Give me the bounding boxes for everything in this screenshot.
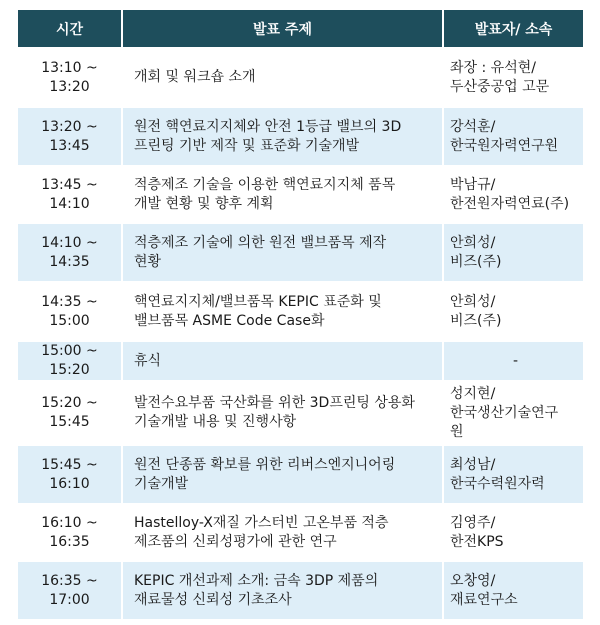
- schedule-row: [18, 341, 583, 381]
- end-time: 13:20: [49, 78, 90, 95]
- header-row: [18, 10, 583, 48]
- end-time: 16:10: [49, 475, 90, 492]
- topic-line: 기술개발 내용 및 진행사항: [134, 414, 297, 430]
- topic-cell: [122, 48, 443, 107]
- speaker-affiliation: 비즈(주): [450, 253, 502, 270]
- topic-line: Hastelloy-X재질 가스터빈 고온부품 적층: [134, 514, 389, 531]
- speaker-affiliation: 한전KPS: [450, 533, 504, 550]
- topic-line: 현황: [134, 253, 162, 270]
- start-time: 14:10 ~: [41, 234, 98, 251]
- schedule-row: [18, 445, 583, 504]
- topic-line: 프린팅 기반 제작 및 표준화 기술개발: [134, 137, 360, 154]
- start-time: 13:20 ~: [41, 118, 98, 135]
- speaker-affiliation: 비즈(주): [450, 312, 502, 329]
- schedule-row: [18, 107, 583, 166]
- end-time: 17:00: [49, 591, 90, 608]
- topic-line: KEPIC 개선과제 소개: 금속 3DP 제품의: [134, 572, 379, 589]
- topic-line: 개회 및 워크숍 소개: [134, 69, 256, 85]
- header-topic: 발표 주제: [122, 10, 443, 48]
- topic-line: 원전 단종품 확보를 위한 리버스엔지니어링: [134, 456, 396, 473]
- topic-line: 원전 핵연료지지체와 안전 1등급 밸브의 3D: [134, 118, 402, 135]
- schedule-row: [18, 504, 583, 561]
- start-time: 15:00 ~: [41, 343, 98, 359]
- time-cell: [18, 223, 122, 282]
- end-time: 14:10: [49, 195, 90, 212]
- speaker-name: 좌장 : 유석현/: [450, 59, 536, 76]
- start-time: 15:20 ~: [41, 395, 98, 411]
- end-time: 13:45: [49, 137, 90, 154]
- start-time: 16:35 ~: [41, 572, 98, 589]
- speaker-name: 안희성/: [450, 234, 496, 251]
- schedule-row: [18, 223, 583, 282]
- end-time: 14:35: [49, 253, 90, 270]
- start-time: 13:10 ~: [41, 59, 98, 76]
- topic-cell: [122, 341, 443, 381]
- speaker-name: 성지현/: [450, 385, 496, 402]
- topic-line: 제조품의 신뢰성평가에 관한 연구: [134, 533, 337, 550]
- time-cell: [18, 561, 122, 619]
- start-time: 14:35 ~: [41, 293, 98, 310]
- topic-cell: [122, 381, 443, 445]
- time-cell: [18, 48, 122, 107]
- speaker-name: 최성남/: [450, 456, 496, 473]
- start-time: 13:45 ~: [41, 176, 98, 193]
- speaker-cell: [443, 341, 583, 381]
- speaker-cell: [443, 48, 583, 107]
- schedule-row: [18, 381, 583, 445]
- time-cell: [18, 341, 122, 381]
- speaker-affiliation: 한국수력원자력: [450, 475, 545, 492]
- topic-cell: [122, 223, 443, 282]
- schedule-row: [18, 561, 583, 619]
- speaker-name: 박남규/: [450, 176, 496, 193]
- header-time: 시간: [18, 10, 122, 48]
- speaker-cell: [443, 107, 583, 166]
- topic-line: 적층제조 기술을 이용한 핵연료지지체 품목: [134, 176, 396, 193]
- topic-line: 휴식: [134, 352, 162, 369]
- topic-cell: [122, 561, 443, 619]
- time-cell: [18, 381, 122, 445]
- topic-line: 핵연료지지체/밸브품목 KEPIC 표준화 및: [134, 293, 382, 310]
- speaker-affiliation: 두산중공업 고문: [450, 78, 550, 95]
- time-cell: [18, 282, 122, 341]
- speaker-name: -: [512, 352, 519, 369]
- speaker-name: 강석훈/: [450, 118, 496, 135]
- speaker-affiliation: 한국원자력연구원: [450, 137, 559, 154]
- topic-line: 개발 현황 및 향후 계획: [134, 195, 274, 212]
- time-cell: [18, 166, 122, 223]
- speaker-cell: [443, 381, 583, 445]
- speaker-cell: [443, 282, 583, 341]
- header-speaker: 발표자/ 소속: [443, 10, 583, 48]
- speaker-name: 안희성/: [450, 293, 496, 310]
- schedule-row: [18, 48, 583, 107]
- time-cell: [18, 504, 122, 561]
- start-time: 15:45 ~: [41, 456, 98, 473]
- speaker-affiliation: 한전원자력연료(주): [450, 195, 570, 212]
- speaker-cell: [443, 445, 583, 504]
- topic-line: 발전수요부품 국산화를 위한 3D프린팅 상용화: [134, 395, 415, 411]
- topic-cell: [122, 445, 443, 504]
- topic-cell: [122, 166, 443, 223]
- topic-cell: [122, 504, 443, 561]
- topic-cell: [122, 107, 443, 166]
- topic-cell: [122, 282, 443, 341]
- speaker-cell: [443, 166, 583, 223]
- speaker-affiliation: 한국생산기술연구: [450, 404, 559, 421]
- topic-line: 재료물성 신뢰성 기초조사: [134, 591, 292, 608]
- start-time: 16:10 ~: [41, 514, 98, 531]
- schedule-row: [18, 166, 583, 223]
- schedule-row: [18, 282, 583, 341]
- topic-line: 적층제조 기술에 의한 원전 밸브품목 제작: [134, 234, 387, 251]
- end-time: 15:45: [49, 414, 90, 430]
- time-cell: [18, 107, 122, 166]
- speaker-name: 오창영/: [450, 572, 496, 589]
- time-cell: [18, 445, 122, 504]
- speaker-affiliation: 재료연구소: [450, 591, 518, 608]
- speaker-name: 김영주/: [450, 514, 496, 531]
- speaker-affiliation: 원: [450, 423, 464, 440]
- topic-line: 기술개발: [134, 475, 189, 492]
- speaker-cell: [443, 504, 583, 561]
- topic-line: 밸브품목 ASME Code Case화: [134, 312, 325, 329]
- speaker-cell: [443, 223, 583, 282]
- end-time: 15:20: [49, 362, 90, 378]
- end-time: 16:35: [49, 533, 90, 550]
- end-time: 15:00: [49, 312, 90, 329]
- speaker-cell: [443, 561, 583, 619]
- schedule-table: [18, 10, 583, 619]
